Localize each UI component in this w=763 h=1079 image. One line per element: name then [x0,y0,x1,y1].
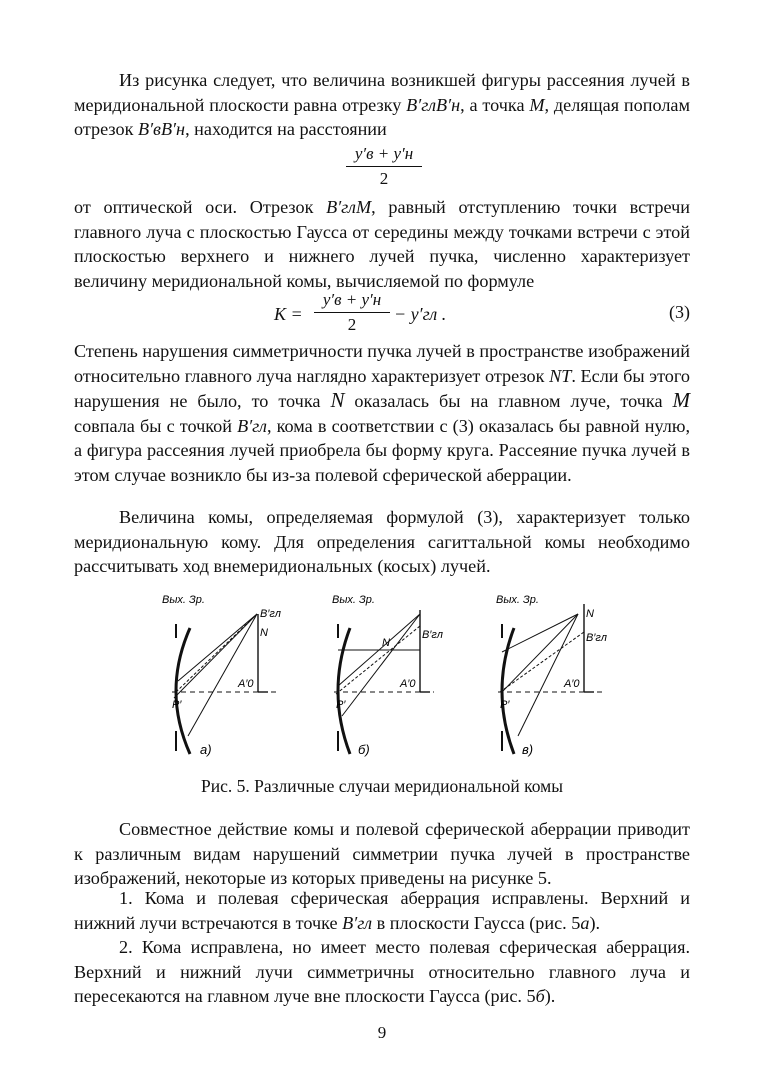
segment-nt: NT [549,365,572,386]
para3-text-d: совпала бы с точкой [74,415,238,436]
item2-ref: б [535,986,545,1007]
para1-line3b: , находится на расстоянии [185,119,387,140]
fraction-numerator: y′в + y′н [346,144,422,167]
figure-caption: Рис. 5. Различные случаи меридиональной комы [201,776,563,796]
panel-a-p-label: P′ [172,699,182,711]
panel-c-b-label: B′гл [586,632,607,644]
panel-c-n-label: N [586,608,594,620]
para2-text-a: от оптической оси. Отрезок [74,197,327,217]
item2-text-a: 2. Кома исправлена, но имеет место полевая сферическая аберрация. Верхний и нижний лучи симметричны относительно главного луча и пересекаются на главном луче вне плоскости Гаусса (рис. 5 [74,937,690,1007]
para1-line1: Из рисунка следует, что величина возникшей фигуры рассеяния [119,70,625,90]
paragraph-4: Величина комы, определяемая формулой (3), характеризует только меридиональную кому. Для определения сагиттальной комы необходимо рассчитывать ход внемеридиональных (косых) лучей. [74,507,690,577]
panel-c [496,594,607,757]
panel-b-a0-label: A′0 [400,678,416,690]
para3-text-e: , кома в соответствии с (3) оказалась бы равной нулю, а фигура рассеяния лучей приобрела бы форму круга. Рассеяние пучка лучей в этом случае возникло бы из-за полевой сферической аберрации. [74,415,690,485]
formula-tail: − y′гл . [394,304,447,324]
para1-line2b: , а точка [460,94,530,115]
paragraph-3 [74,339,690,488]
para3-text-a: Степень нарушения симметричности пучка лучей в пространстве изображений относительно главного луча наглядно характеризует отрезок [74,341,690,386]
list-item-2 [74,935,690,1009]
list-item-1 [74,886,690,935]
item1-text-b: в плоскости Гаусса (рис. 5 [372,912,581,933]
panel-b-p-label: P′ [336,699,346,711]
point-n: N [330,388,345,413]
panel-b [332,594,443,757]
formula-3 [274,290,690,338]
point-m: M [529,94,545,115]
panel-b-n-label: N [382,637,390,649]
point-bgl: B′гл [237,415,267,436]
panel-a-n-label: N [260,627,268,639]
segment-bgl-bn: B′глB′н [406,94,461,115]
panel-a [162,586,281,757]
paragraph-2 [74,195,690,293]
para3-text-c: оказалась бы на главном луче, точка [344,391,673,412]
item1-text-a: 1. Кома и полевая сферическая аберрация исправлены. Верхний и нижний лучи встречаются в точке [74,888,690,933]
panel-b-b-label: B′гл [422,629,443,641]
formula-denominator: 2 [347,315,357,334]
panel-b-letter: б) [358,742,370,757]
point-m-2: M [672,388,690,413]
panel-c-p-label: P′ [500,699,510,711]
formula-fraction [314,290,390,335]
equation-number: (3) [669,302,690,322]
item1-point-bgl: B′гл [342,912,373,933]
para1-line2a: лучей в меридиональной плоскости равна отрезку [74,70,691,115]
fraction-half-sum [346,144,422,189]
paragraph-1 [74,68,690,142]
panel-a-b-label: B′гл [260,608,281,620]
segment-bv-bn: B′вB′н [137,119,186,140]
para1-line2c: , [544,94,550,115]
panel-c-letter: в) [522,742,534,757]
para3-text-b: . Если бы этого нарушения не было, то точка [74,365,690,412]
formula-lhs: K = [274,304,303,324]
para1-line3a: делящая пополам отрезок [74,94,690,140]
panel-a-a0-label: A′0 [238,678,254,690]
page-number: 9 [377,1023,387,1042]
panel-c-a0-label: A′0 [564,678,580,690]
panel-c-exit-label: Вых. Зр. [496,594,539,606]
fraction-denominator: 2 [379,169,389,188]
formula-numerator: y′в + y′н [314,290,390,313]
segment-bgl-m: B′глM [326,197,372,217]
para2-text-b: , равный отступлению точки встречи главного луча с плоскостью Гаусса от середины между точками встречи с этой плоскостью верхнего и нижнего лучей пучка, численно характеризует величину меридиональной комы, вычисляемой по формуле [74,197,690,291]
panel-a-exit-label: Вых. Зр. [162,594,205,606]
item2-text-c: ). [544,986,556,1007]
panel-a-letter: а) [200,742,212,757]
panel-b-exit-label: Вых. Зр. [332,594,375,606]
item1-text-c: ). [589,912,601,933]
item1-ref: а [580,912,590,933]
paragraph-5: Совместное действие комы и полевой сферической аберрации приводит к различным видам нарушений симметрии пучка лучей в пространстве изображений, некоторые из которых приведены на рисунке 5. [74,819,690,889]
figure-5 [148,586,708,766]
